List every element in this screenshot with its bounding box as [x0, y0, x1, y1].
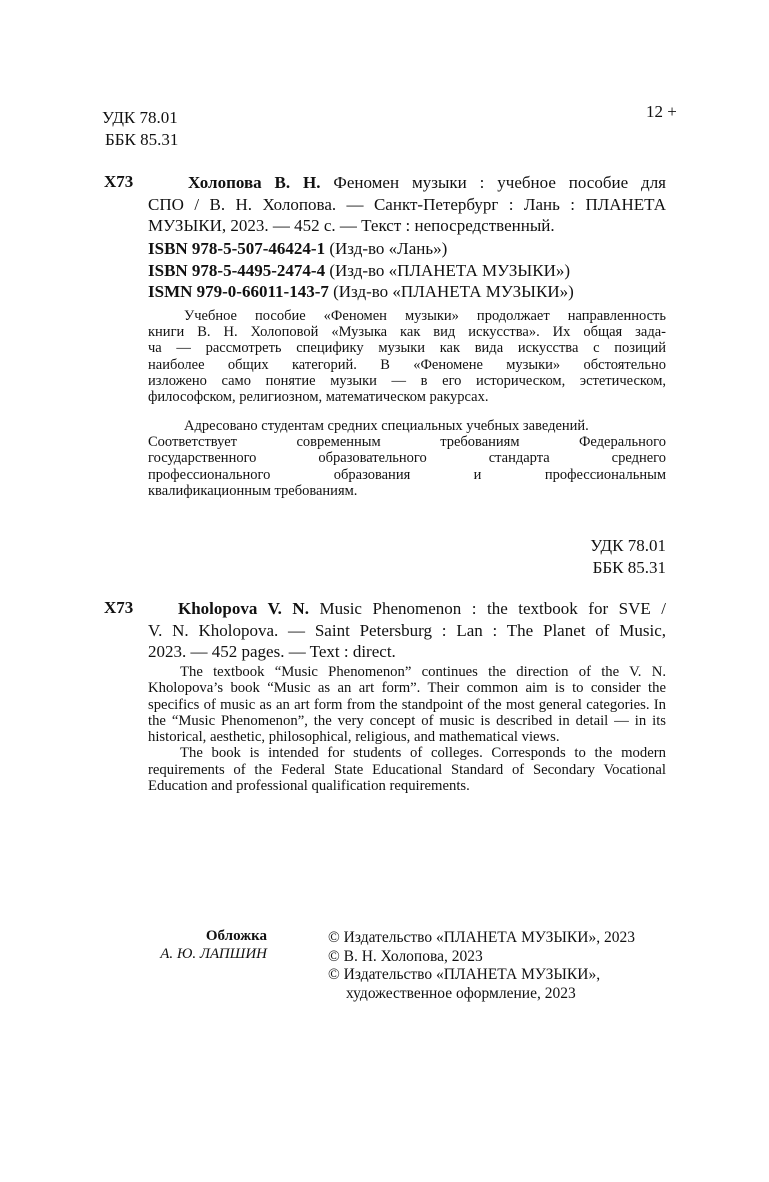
- ru-annotation-line: ча — рассмотреть специфику музыки как вида искусства с позиций: [148, 340, 666, 357]
- ru-annotation-line: наиболее общих категорий. В «Феномене музыки» обстоятельно: [148, 356, 666, 373]
- ru-audience-line: профессионального образования и профессиональным: [148, 466, 666, 483]
- ru-audience-line: квалификационным требованиям.: [148, 482, 358, 499]
- ru-record-code: Х73: [104, 172, 134, 191]
- en-bib-line3: 2023. — 452 pages. — Text : direct.: [148, 642, 396, 661]
- bbk-top: ББК 85.31: [105, 130, 179, 149]
- en-bib-entry: [148, 598, 666, 663]
- en-author: Kholopova V. N.: [178, 599, 309, 618]
- isbn-lan: ISBN 978-5-507-46424-1 (Изд-во «Лань»): [148, 239, 448, 258]
- ru-audience-line: Соответствует современным требованиям Федерального: [148, 434, 666, 451]
- ru-bib-line3: МУЗЫКИ, 2023. — 452 с. — Текст : непосредственный.: [148, 216, 555, 235]
- copyright-line: художественное оформление, 2023: [346, 984, 576, 1002]
- en-annotation-block: [148, 664, 666, 794]
- copyright-line: © В. Н. Холопова, 2023: [328, 947, 483, 965]
- cover-label: Обложка: [205, 928, 267, 944]
- ismn-planeta: ISMN 979-0-66011-143-7 (Изд-во «ПЛАНЕТА МУЗЫКИ»): [148, 282, 574, 301]
- ru-bib-entry: [148, 172, 666, 237]
- ru-audience-line: Адресовано студентам средних специальных учебных заведений.: [184, 418, 589, 434]
- ru-audience: [148, 418, 666, 499]
- ru-isbn-list: [148, 238, 574, 303]
- en-bib-line1: Kholopova V. N. Music Phenomenon : the textbook for SVE /: [178, 599, 666, 618]
- ru-annotation-line: Учебное пособие «Феномен музыки» продолжает направленность: [184, 308, 666, 324]
- copyright-line: © Издательство «ПЛАНЕТА МУЗЫКИ»,: [328, 966, 601, 983]
- bbk-en: ББК 85.31: [592, 558, 666, 577]
- isbn-planeta: ISBN 978-5-4495-2474-4 (Изд-во «ПЛАНЕТА МУЗЫКИ»): [148, 260, 571, 280]
- ru-annotation: [148, 308, 666, 405]
- udk-top: УДК 78.01: [102, 108, 178, 127]
- ru-annotation-line: изложено само понятие музыки — в его историческом, эстетическом,: [148, 372, 666, 389]
- en-audience: The book is intended for students of colleges. Corresponds to the modern requirements of the Federal State Educational Standard of Secondary Vocational Education and professional qualification requirements.: [148, 745, 666, 795]
- udk-en: УДК 78.01: [590, 536, 666, 555]
- ru-bib-line2: СПО / В. Н. Холопова. — Санкт-Петербург : Лань : ПЛАНЕТА: [148, 194, 666, 214]
- copyright-block: [328, 929, 635, 1003]
- en-annotation: The textbook “Music Phenomenon” continues the direction of the V. N. Kholopova’s book “Music as an art form”. Their common aim is to consider the specifics of music as an art form from the standpoint of the most general categories. In the “Music Phenomenon”, the very concept of music is described in detail — in its historical, aesthetic, philosophical, religious, and mathematical views.: [148, 664, 666, 746]
- cover-artist: А. Ю. ЛАПШИН: [160, 946, 267, 962]
- ru-audience-line: государственного образовательного стандарта среднего: [148, 450, 666, 467]
- copyright-line: © Издательство «ПЛАНЕТА МУЗЫКИ», 2023: [328, 929, 635, 946]
- ru-bib-line1: Холопова В. Н. Феномен музыки : учебное пособие для: [188, 173, 666, 192]
- en-bib-line2: V. N. Kholopova. — Saint Petersburg : Lan : The Planet of Music,: [148, 620, 666, 640]
- ru-author: Холопова В. Н.: [188, 173, 321, 192]
- ru-annotation-line: книги В. Н. Холоповой «Музыка как вид искусства». Их общая зада-: [148, 324, 666, 341]
- en-record-code: Х73: [104, 598, 134, 617]
- age-rating: 12 +: [646, 102, 677, 121]
- ru-annotation-line: философском, религиозном, математическом ракурсах.: [148, 389, 489, 406]
